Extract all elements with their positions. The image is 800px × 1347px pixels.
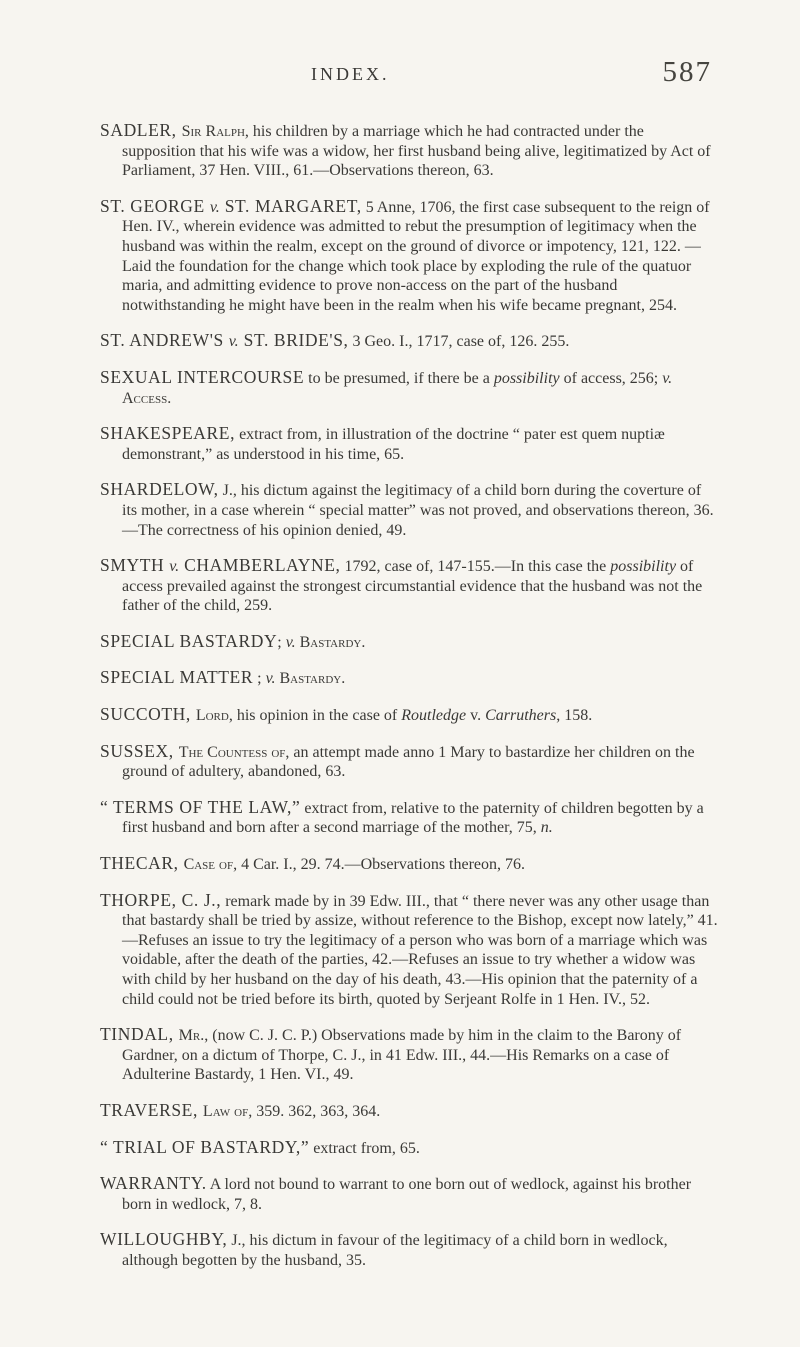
- page-number: 587: [662, 56, 712, 88]
- index-entry: [100, 197, 720, 316]
- entry-text: Mr.: [178, 1027, 205, 1045]
- entry-text: , 158.: [556, 707, 593, 725]
- entry-text: v.: [228, 333, 239, 351]
- entry-heading: THORPE, C. J.,: [100, 889, 222, 910]
- index-entry: [100, 891, 720, 1010]
- entry-heading: SUSSEX,: [100, 740, 179, 761]
- entry-text: , 4 Car. I., 29. 74.—Observations thereon, 76.: [233, 856, 526, 874]
- entry-heading: SHARDELOW,: [100, 479, 219, 500]
- entry-text: ;: [277, 633, 286, 651]
- entry-text: A lord not bound to warrant to one born out of wedlock, against his brother born in wedlock, 7, 8.: [122, 1176, 692, 1213]
- entry-text: Bastardy: [279, 670, 342, 688]
- entry-heading: SMYTH: [100, 555, 170, 576]
- entry-text: of access, 256;: [559, 369, 663, 387]
- entry-heading: SUCCOTH,: [100, 704, 196, 725]
- entry-text: possibility: [610, 558, 677, 576]
- index-entry: [100, 1230, 720, 1270]
- entry-text: extract from, relative to the paternity of children begotten by a first husband and born after a second marriage of the mother, 75,: [122, 799, 704, 837]
- entry-text: Law of: [202, 1102, 249, 1120]
- index-entry: [100, 742, 720, 782]
- index-entry: [100, 368, 720, 408]
- entry-heading: ST. BRIDE'S,: [238, 330, 349, 351]
- entry-text: n.: [540, 819, 553, 837]
- entry-heading: ST. MARGARET,: [219, 195, 362, 216]
- index-entry: [100, 424, 720, 464]
- index-entry: [100, 1138, 720, 1159]
- entry-text: .: [361, 633, 366, 651]
- entry-text: ;: [253, 670, 266, 688]
- entry-text: Bastardy: [299, 633, 362, 651]
- entry-text: of access prevailed against the strongest circumstantial evidence that the husband was not the father of the child, 259.: [122, 558, 703, 615]
- entry-text: v.: [169, 558, 180, 576]
- entry-text: , his opinion in the case of: [228, 707, 402, 725]
- entry-heading: SHAKESPEARE,: [100, 423, 236, 444]
- entry-text: , 359. 362, 363, 364.: [248, 1102, 381, 1120]
- entry-heading: SPECIAL MATTER: [100, 667, 254, 688]
- entry-text: Routledge: [401, 707, 467, 725]
- entry-text: v.: [466, 707, 486, 725]
- entry-text: remark made by in 39 Edw. III., that “ there never was any other usage than that bastardy shall be tried by assize, without reference to the Bishop, except now lately,” 41.—Refuses an issue to try the legitimacy of a person who was born of a marriage which was voidable, after the death of the parties, 42.—Refuses an issue to try whether a widow was with child by her husband on the day of his death, 43.—His opinion that the paternity of a child could not be tried before its birth, quoted by Serjeant Rolfe in 1 Hen. IV., 52.: [122, 892, 718, 1008]
- index-entry: [100, 1174, 720, 1214]
- entry-text: , his children by a marriage which he had contracted under the supposition that his wife was a widow, her first husband being alive, legitimatized by Act of Parliament, 37 Hen. VIII., 61.—Observations thereon, 63.: [122, 123, 711, 180]
- entry-text: 3 Geo. I., 1717, case of, 126. 255.: [348, 333, 570, 351]
- entry-text: J., his dictum in favour of the legitimacy of a child born in wedlock, although begotten by the husband, 35.: [122, 1232, 668, 1269]
- entry-text: J., his dictum against the legitimacy of a child born during the coverture of its mother, in a case wherein “ special matter” was not proved, and observations thereon, 36.—The correctness of his opinion denied, 49.: [122, 482, 714, 539]
- entry-heading: SEXUAL INTERCOURSE: [100, 366, 305, 387]
- index-entry: [100, 556, 720, 616]
- entry-text: , (now C. J. C. P.) Observations made by him in the claim to the Barony of Gardner, on a dictum of Thorpe, C. J., in 41 Edw. III., 44.—His Remarks on a case of Adulterine Bastardy, 1 Hen. VI., 49.: [122, 1027, 682, 1084]
- index-entry: [100, 705, 720, 726]
- entry-text: possibility: [493, 369, 560, 387]
- entry-heading: ST. GEORGE: [100, 195, 210, 216]
- entry-text: extract from, in illustration of the doctrine “ pater est quem nuptiæ demonstrant,” as understood in his time, 65.: [122, 426, 665, 463]
- entry-text: .: [167, 389, 172, 407]
- entry-heading: THECAR,: [100, 853, 184, 874]
- entry-text: extract from, 65.: [309, 1139, 420, 1157]
- entry-heading: “ TRIAL OF BASTARDY,”: [100, 1136, 310, 1157]
- entry-text: v.: [662, 369, 673, 387]
- entry-heading: SPECIAL BASTARDY: [100, 630, 278, 651]
- page-header: [0, 56, 800, 96]
- index-entries: [100, 105, 720, 1281]
- entry-text: Case of: [183, 856, 234, 874]
- index-entry: [100, 331, 720, 352]
- entry-heading: ST. ANDREW'S: [100, 330, 229, 351]
- entry-text: Carruthers: [485, 707, 557, 725]
- entry-text: , an attempt made anno 1 Mary to bastardize her children on the ground of adultery, abandoned, 63.: [122, 743, 695, 781]
- running-head: INDEX.: [311, 64, 390, 84]
- index-entry: [100, 1025, 720, 1085]
- entry-heading: WARRANTY.: [100, 1173, 207, 1194]
- entry-heading: WILLOUGHBY,: [100, 1229, 228, 1250]
- index-entry: [100, 668, 720, 689]
- entry-heading: “ TERMS OF THE LAW,”: [100, 796, 301, 817]
- entry-text: v.: [209, 198, 220, 216]
- entry-text: The Countess of: [178, 743, 286, 761]
- entry-heading: TRAVERSE,: [100, 1099, 203, 1120]
- index-entry: [100, 480, 720, 540]
- entry-heading: SADLER,: [100, 120, 182, 140]
- entry-text: Sir Ralph: [181, 123, 245, 140]
- entry-text: v.: [265, 670, 276, 688]
- entry-heading: CHAMBERLAYNE,: [179, 555, 341, 576]
- entry-text: to be presumed, if there be a: [304, 369, 494, 387]
- entry-heading: TINDAL,: [100, 1024, 179, 1045]
- entry-text: .: [341, 670, 346, 688]
- index-entry: [100, 632, 720, 653]
- entry-text: 5 Anne, 1706, the first case subsequent to the reign of Hen. IV., wherein evidence was admitted to rebut the presumption of legitimacy when the husband was within the realm, except on the ground of divorce or impotency, 121, 122. —Laid the foundation for the change which took place by exploding the rule of the quatuor maria, and admitting evidence to prove non-access on the part of the husband notwithstanding he might have been in the realm when his wife became pregnant, 254.: [122, 198, 710, 314]
- index-entry: [100, 798, 720, 838]
- entry-text: v.: [285, 633, 296, 651]
- entry-text: 1792, case of, 147-155.—In this case the: [340, 558, 611, 576]
- entry-text: Access: [122, 389, 168, 407]
- index-entry: [100, 854, 720, 875]
- entry-text: Lord: [195, 707, 229, 725]
- index-entry: [100, 121, 720, 181]
- index-entry: [100, 1101, 720, 1122]
